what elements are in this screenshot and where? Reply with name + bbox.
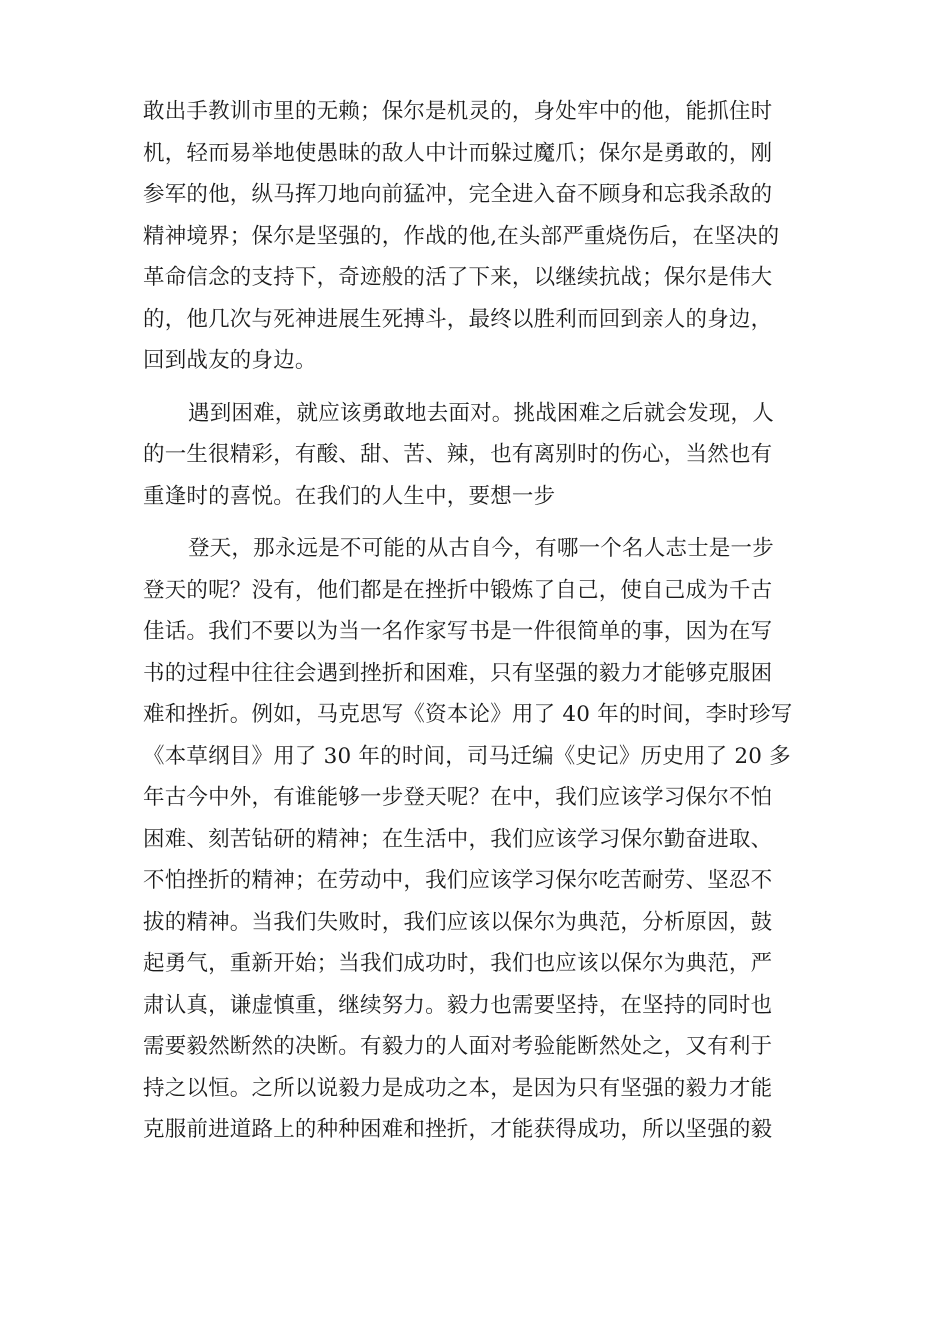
text-line: 的，他几次与死神进展生死搏斗，最终以胜利而回到亲人的身边， bbox=[143, 306, 773, 332]
text-line: 机，轻而易举地使愚昧的敌人中计而躲过魔爪；保尔是勇敢的，刚 bbox=[143, 140, 773, 166]
paragraph bbox=[143, 393, 807, 518]
text-line: 革命信念的支持下，奇迹般的活了下来，以继续抗战；保尔是伟大 bbox=[143, 265, 773, 290]
text-line: 敢出手教训市里的无赖；保尔是机灵的，身处牢中的他，能抓住时 bbox=[143, 99, 773, 124]
paragraph bbox=[143, 91, 807, 382]
text-line: 佳话。我们不要以为当一名作家写书是一件很简单的事，因为在写 bbox=[143, 619, 773, 644]
text-line: 年古今中外，有谁能够一步登天呢？在中，我们应该学习保尔不怕 bbox=[143, 785, 773, 810]
text-line: 克服前进道路上的种种困难和挫折，才能获得成功，所以坚强的毅 bbox=[143, 1117, 773, 1142]
text-line: 遇到困难，就应该勇敢地去面对。挑战困难之后就会发现，人 bbox=[188, 400, 774, 426]
text-line: 回到战友的身边。 bbox=[143, 348, 317, 373]
text-line: 书的过程中往往会遇到挫折和困难，只有坚强的毅力才能够克服困 bbox=[143, 660, 773, 686]
text-line: 拔的精神。当我们失败时，我们应该以保尔为典范，分析原因，鼓 bbox=[143, 909, 773, 935]
text-line: 不怕挫折的精神；在劳动中，我们应该学习保尔吃苦耐劳、坚忍不 bbox=[143, 868, 773, 893]
paragraph bbox=[143, 528, 807, 1151]
text-line: 持之以恒。之所以说毅力是成功之本，是因为只有坚强的毅力才能 bbox=[143, 1075, 773, 1101]
text-line: 参军的他，纵马挥刀地向前猛冲，完全进入奋不顾身和忘我杀敌的 bbox=[143, 182, 773, 207]
text-line: 《本草纲目》用了 30 年的时间，司马迁编《史记》历史用了 20 多 bbox=[143, 743, 791, 769]
text-line: 肃认真，谦虚慎重，继续努力。毅力也需要坚持，在坚持的同时也 bbox=[143, 992, 773, 1018]
text-line: 需要毅然断然的决断。有毅力的人面对考验能断然处之，又有利于 bbox=[143, 1034, 773, 1059]
text-line: 的一生很精彩，有酸、甜、苦、辣，也有离别时的伤心，当然也有 bbox=[143, 442, 773, 467]
text-line: 精神境界；保尔是坚强的，作战的他,在头部严重烧伤后，在坚决的 bbox=[143, 223, 780, 249]
text-line: 重逢时的喜悦。在我们的人生中，要想一步 bbox=[143, 483, 556, 509]
document-body bbox=[143, 91, 807, 1151]
text-line: 起勇气，重新开始；当我们成功时，我们也应该以保尔为典范，严 bbox=[143, 951, 773, 976]
text-line: 困难、刻苦钻研的精神；在生活中，我们应该学习保尔勤奋进取、 bbox=[143, 826, 773, 852]
text-line: 难和挫折。例如，马克思写《资本论》用了 40 年的时间，李时珍写 bbox=[143, 702, 793, 727]
text-line: 登天，那永远是不可能的从古自今，有哪一个名人志士是一步 bbox=[188, 536, 774, 561]
text-line: 登天的呢？没有，他们都是在挫折中锻炼了自己，使自己成为千古 bbox=[143, 577, 773, 603]
